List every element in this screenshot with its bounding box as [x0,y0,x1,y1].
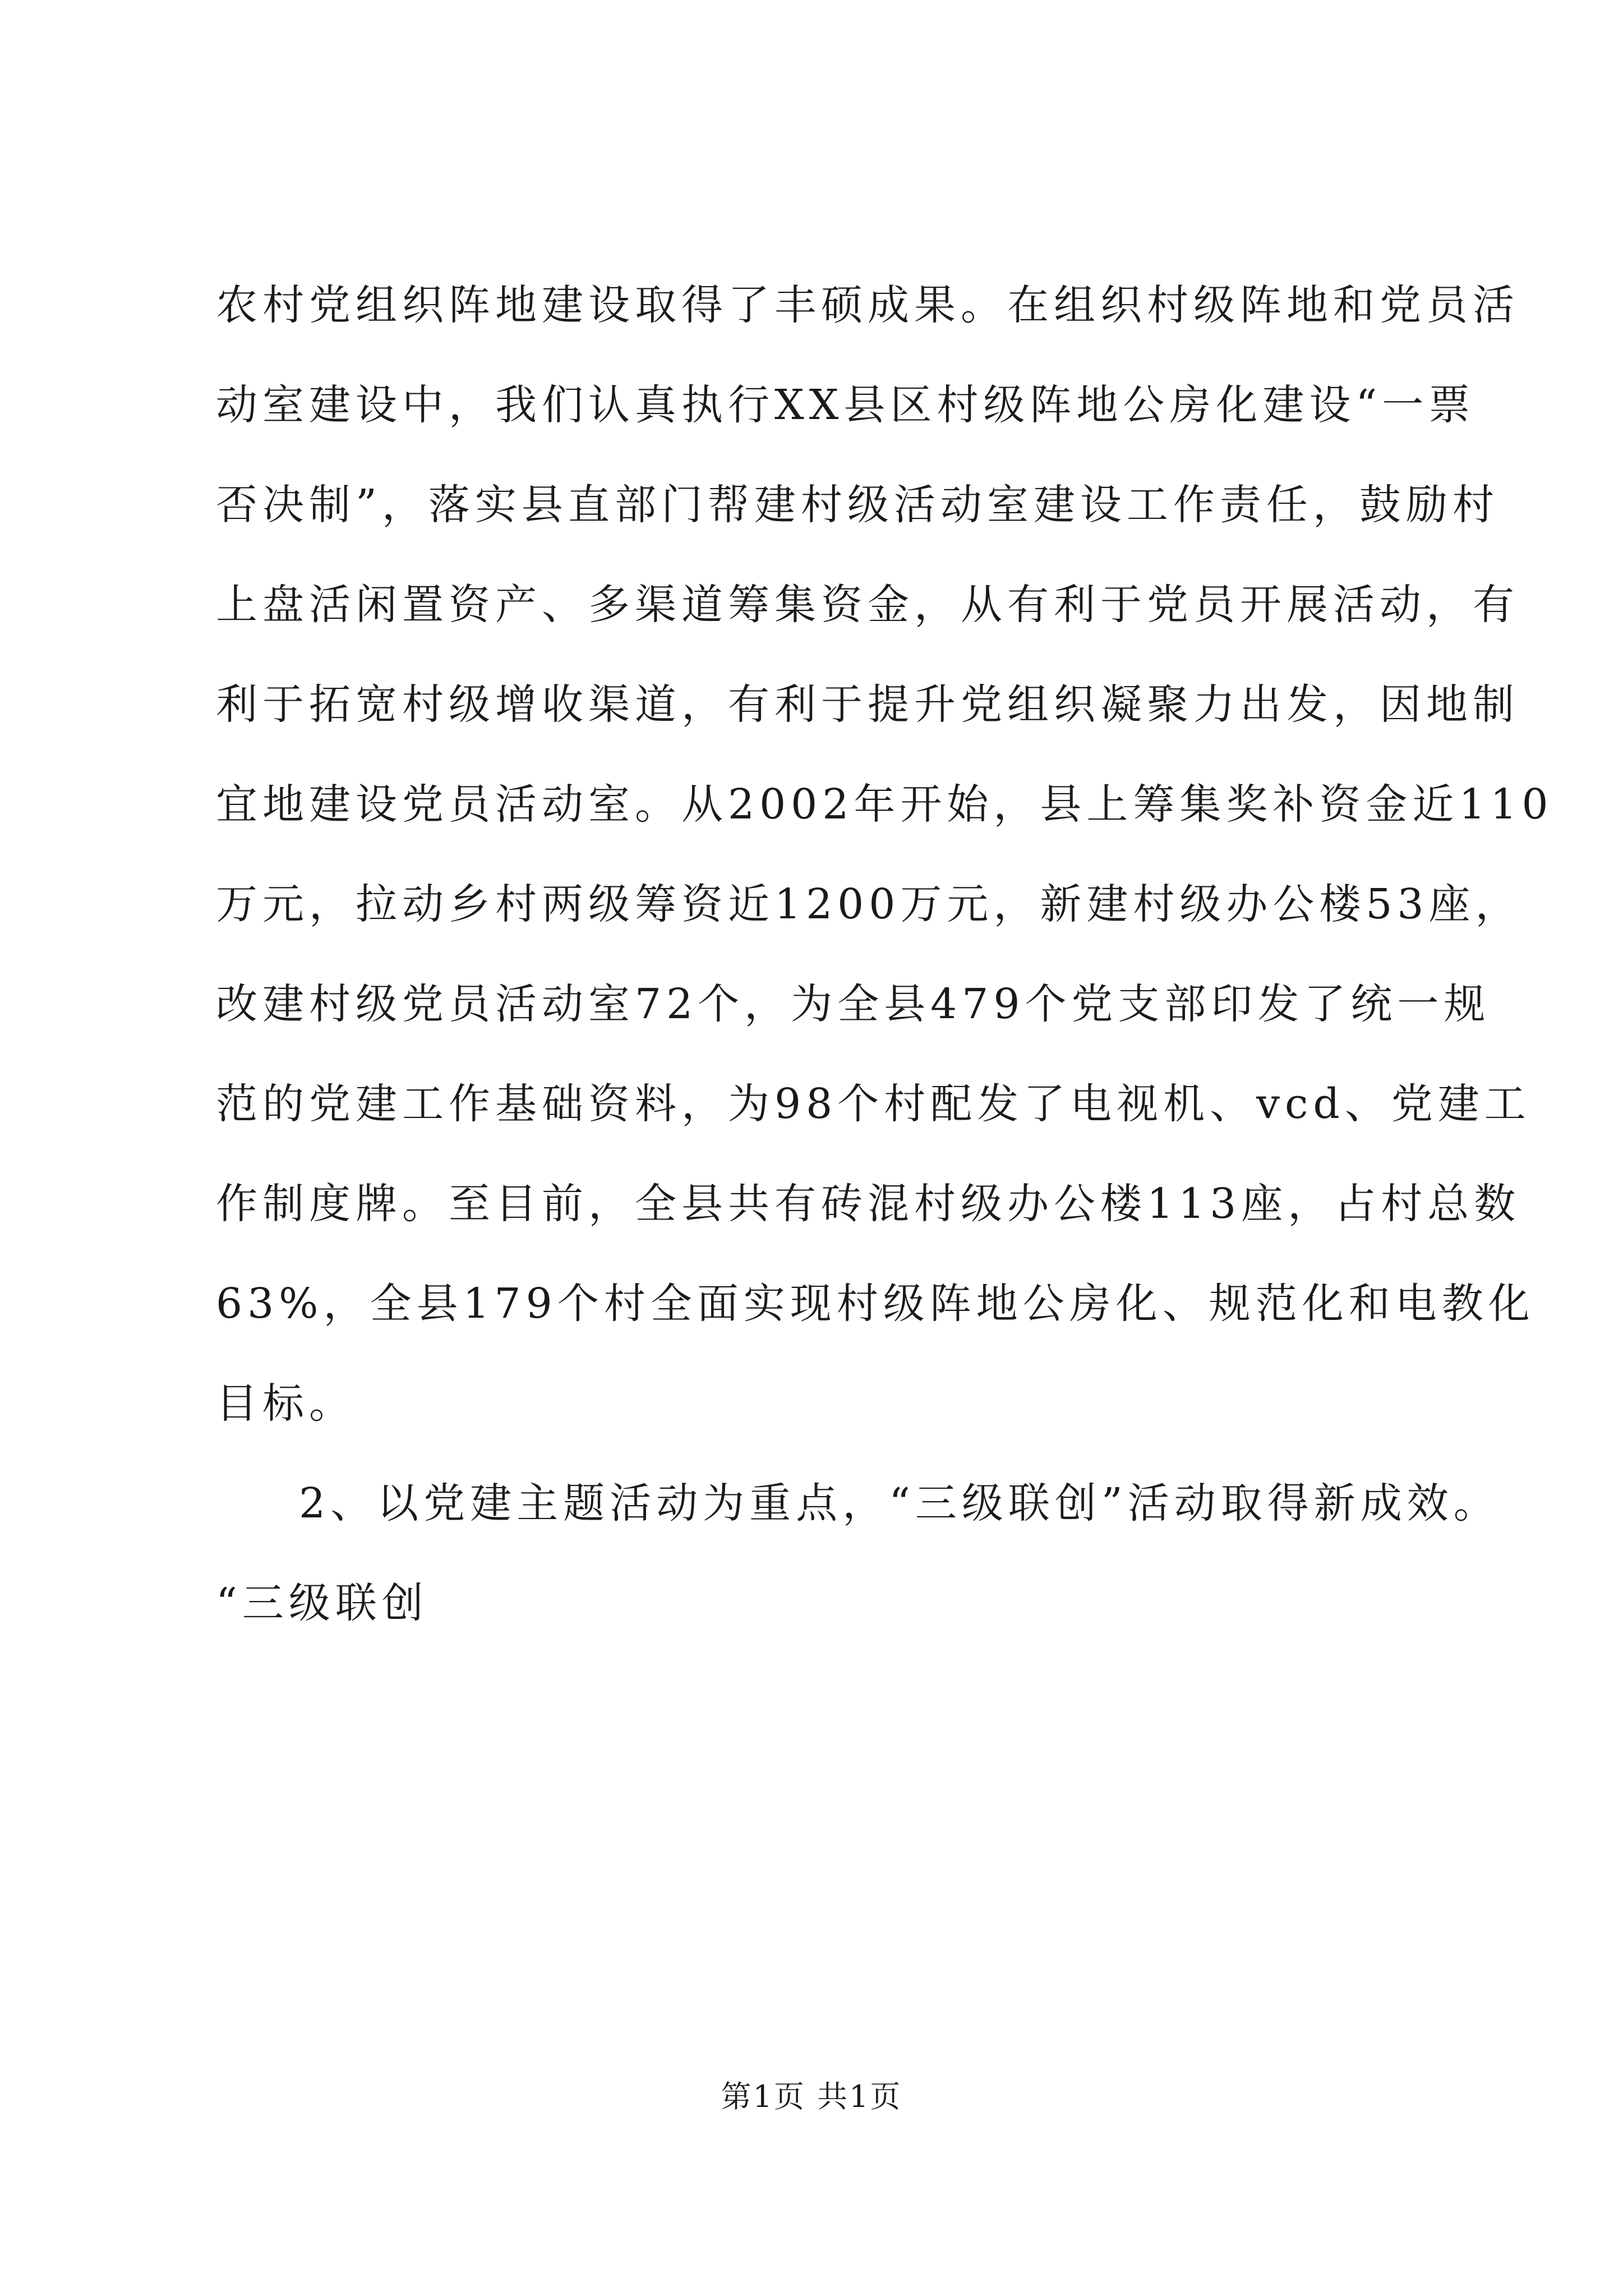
text-line: 宜地建设党员活动室。从2002年开始，县上筹集奖补资金近110 [216,780,1553,829]
text-line: 动室建设中，我们认真执行XX县区村级阵地公房化建设“一票 [216,381,1476,429]
text-line: 63%，全县179个村全面实现村级阵地公房化、规范化和电教化 [216,1280,1535,1328]
text-line: “三级联创 [216,1579,428,1627]
page-footer [0,2073,1623,2116]
text-line: 上盘活闲置资产、多渠道筹集资金，从有利于党员开展活动，有 [216,581,1519,629]
page-number-label: 第1页 共1页 [721,2079,902,2114]
text-line: 农村党组织阵地建设取得了丰硕成果。在组织村级阵地和党员活 [216,281,1519,329]
paragraph-heading-line: 2、以党建主题活动为重点，“三级联创”活动取得新成效。 [299,1479,1500,1527]
text-line: 否决制”，落实县直部门帮建村级活动室建设工作责任，鼓励村 [216,481,1499,529]
document-body [216,255,1553,1653]
text-line: 范的党建工作基础资料，为98个村配发了电视机、vcd、党建工 [216,1080,1531,1128]
text-line: 目标。 [216,1379,356,1428]
text-line: 作制度牌。至目前，全县共有砖混村级办公楼113座，占村总数 [216,1180,1521,1228]
text-line: 利于拓宽村级增收渠道，有利于提升党组织凝聚力出发，因地制 [216,680,1519,729]
text-line: 改建村级党员活动室72个，为全县479个党支部印发了统一规 [216,980,1491,1028]
text-line: 万元，拉动乡村两级筹资近1200万元，新建村级办公楼53座， [216,880,1522,928]
